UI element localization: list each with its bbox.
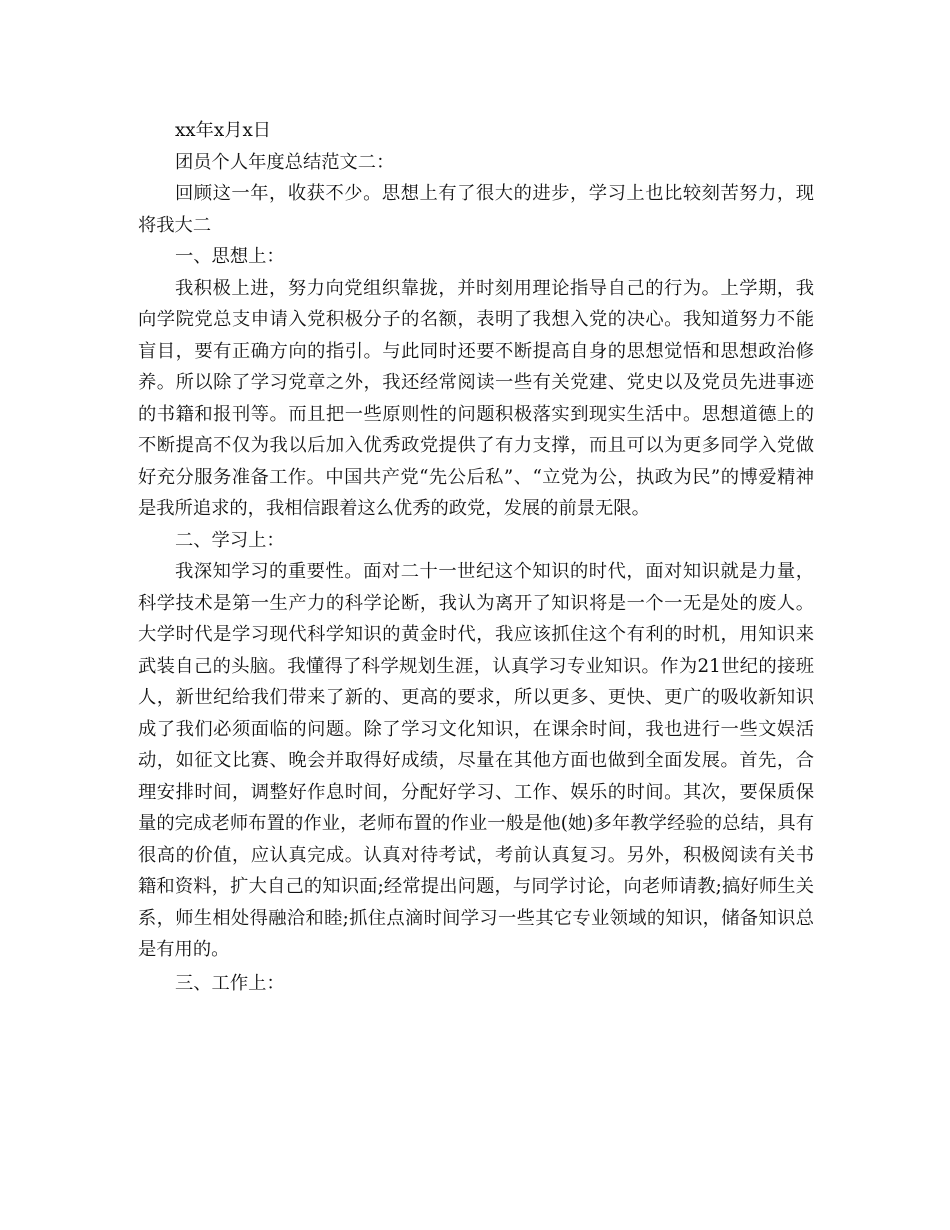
section-heading-work: 三、工作上： — [175, 972, 285, 994]
section-body-thought: 我积极上进，努力向党组织靠拢，并时刻用理论指导自己的行为。上学期，我向学院党总支申请入党积极分子的名额，表明了我想入党的决心。我知道努力不能盲目，要有正确方向的指引。与此同时还要不断提高自身的思想觉悟和思想政治修养。所以除了学习党章之外，我还经常阅读一些有关党建、党史以及党员先进事迹的书籍和报刊等。而且把一些原则性的问题积极落实到现实生活中。思想道德上的不断提高不仅为我以后加入优秀政党提供了有力支撑，而且可以为更多同学入党做好充分服务准备工作。中国共产党“先公后私”、“立党为公，执政为民”的博爱精神是我所追求的，我相信跟着这么优秀的政党，发展的前景无限。 — [138, 277, 814, 519]
section-heading-thought: 一、思想上： — [175, 246, 285, 267]
document-title: 团员个人年度总结范文二： — [175, 151, 395, 173]
date-line: xx年x月x日 — [175, 120, 272, 141]
document-page — [138, 115, 814, 999]
section-heading-study: 二、学习上： — [175, 529, 285, 551]
section-body-study: 我深知学习的重要性。面对二十一世纪这个知识的时代，面对知识就是力量，科学技术是第一生产力的科学论断，我认为离开了知识将是一个一无是处的废人。大学时代是学习现代科学知识的黄金时代，我应该抓住这个有利的时机，用知识来武装自己的头脑。我懂得了科学规划生涯，认真学习专业知识。作为21世纪的接班人，新世纪给我们带来了新的、更高的要求，所以更多、更快、更广的吸收新知识成了我们必须面临的问题。除了学习文化知识，在课余时间，我也进行一些文娱活动，如征文比赛、晚会并取得好成绩，尽量在其他方面也做到全面发展。首先，合理安排时间，调整好作息时间，分配好学习、工作、娱乐的时间。其次，要保质保量的完成老师布置的作业，老师布置的作业一般是他(她)多年教学经验的总结，具有很高的价值，应认真完成。认真对待考试，考前认真复习。另外，积极阅读有关书籍和资料，扩大自己的知识面;经常提出问题，与同学讨论，向老师请教;搞好师生关系，师生相处得融洽和睦;抓住点滴时间学习一些其它专业领域的知识，储备知识总是有用的。 — [138, 561, 814, 960]
intro-paragraph: 回顾这一年，收获不少。思想上有了很大的进步，学习上也比较刻苦努力，现将我大二 — [138, 183, 814, 236]
